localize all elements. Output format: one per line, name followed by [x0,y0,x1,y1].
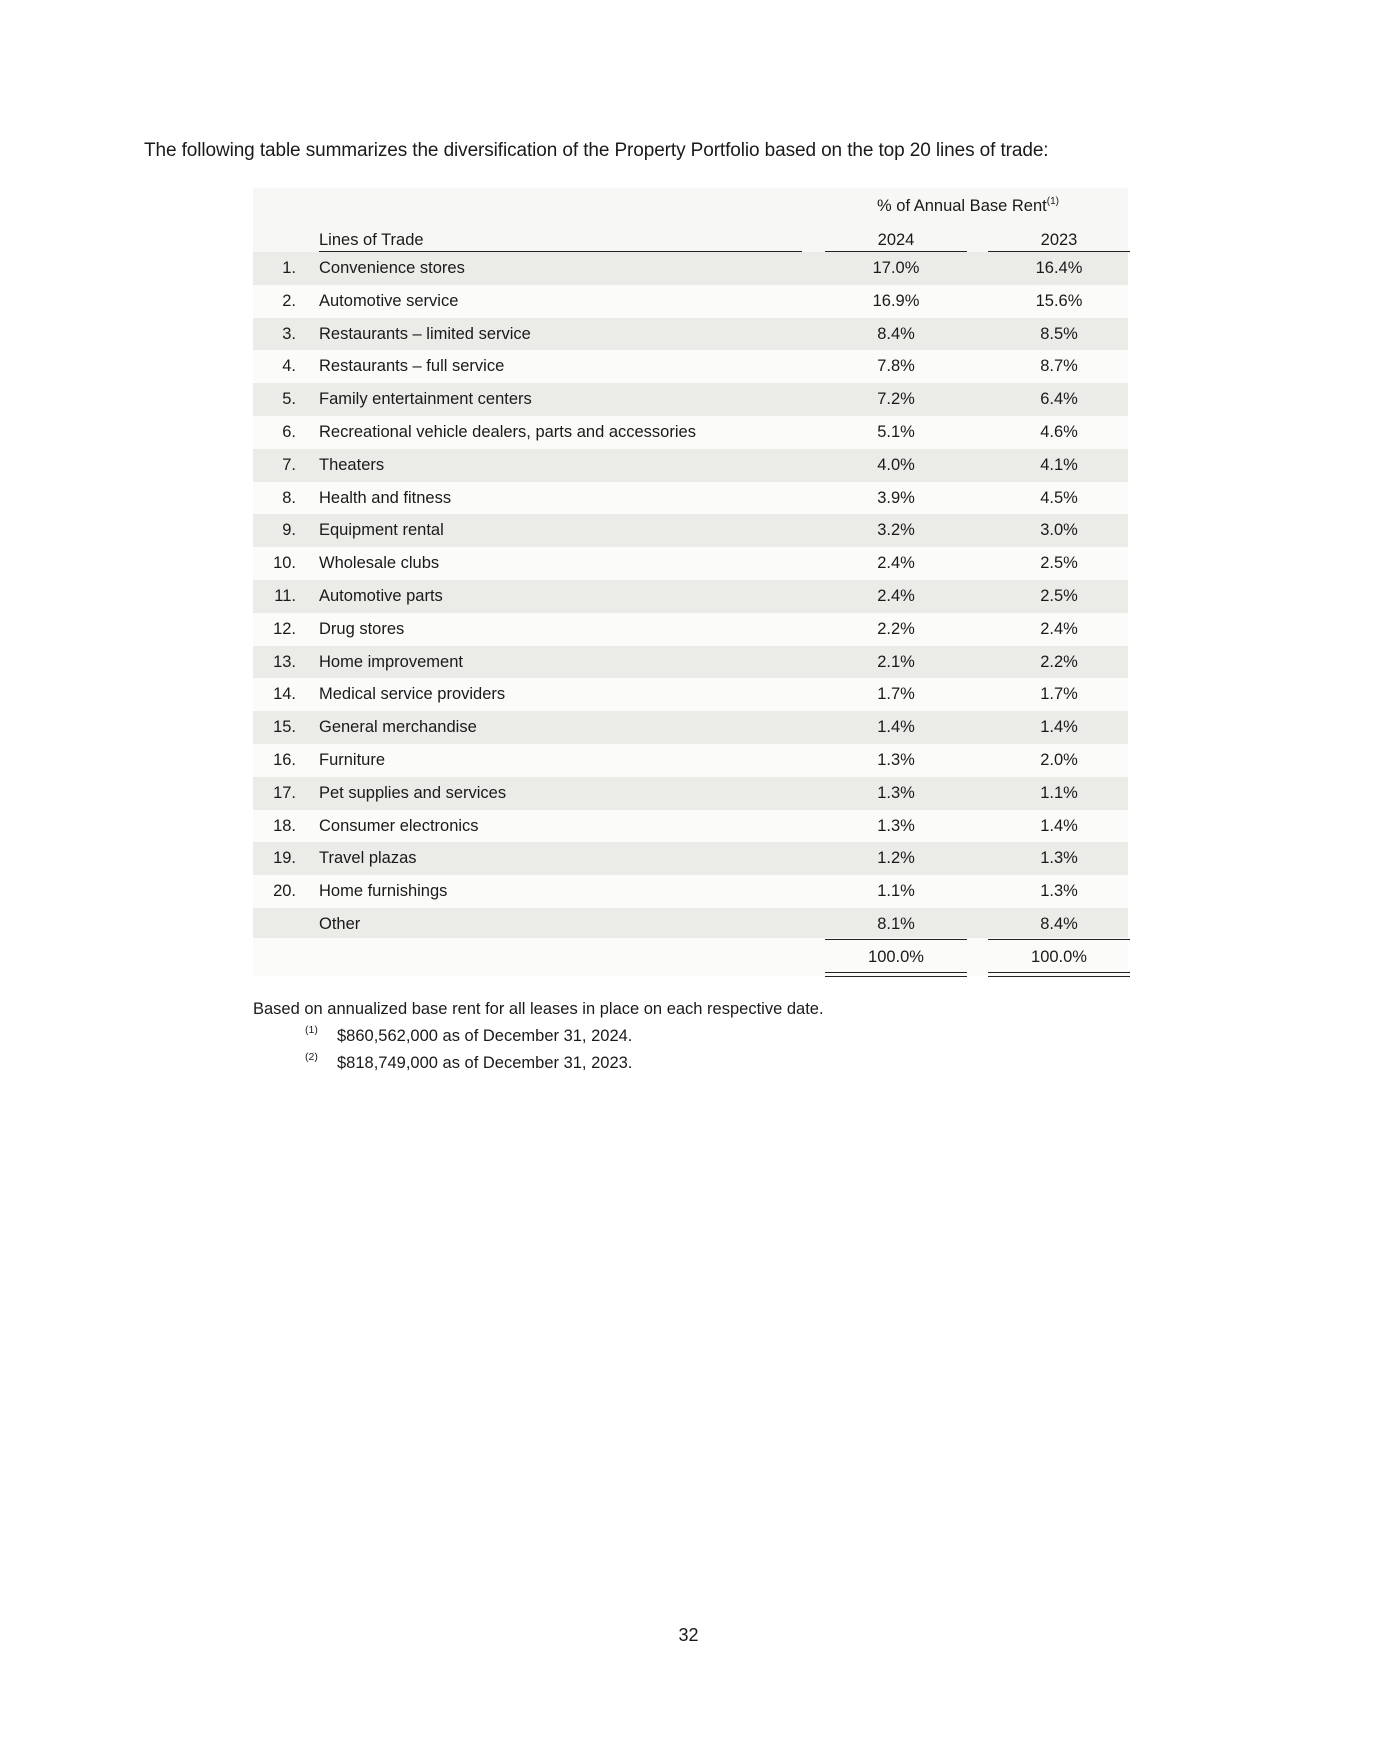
double-underline-2024 [825,972,967,977]
column-header-2023: 2023 [1040,231,1078,249]
row-number: 18. [273,816,296,835]
value-2024: 1.2% [877,849,915,868]
table-row [253,318,1128,351]
table-row [253,777,1128,810]
table-row [253,449,1128,482]
total-2023: 100.0% [1031,947,1087,966]
table-row [253,613,1128,646]
value-2023: 4.1% [1040,455,1078,474]
value-2024: 4.0% [877,455,915,474]
row-number: 12. [273,619,296,638]
footnote-intro: Based on annualized base rent for all leases in place on each respective date. [253,1000,824,1018]
row-number: 13. [273,652,296,671]
table-row [253,711,1128,744]
value-2024: 16.9% [872,291,920,310]
column-header-2024: 2024 [877,231,915,249]
value-2023: 1.3% [1040,849,1078,868]
line-of-trade: Other [319,914,361,933]
table-row [253,350,1128,383]
value-2023: 1.4% [1040,816,1078,835]
value-2023: 2.5% [1040,586,1078,605]
table-row [253,810,1128,843]
row-number: 16. [273,750,296,769]
table-row [253,285,1128,318]
table-row [253,875,1128,908]
table-row [253,252,1128,285]
line-of-trade: General merchandise [319,718,477,737]
value-2024: 2.1% [877,652,915,671]
line-of-trade: Equipment rental [319,521,444,540]
value-2024: 1.3% [877,816,915,835]
total-rule-2023 [988,939,1130,940]
row-number: 7. [282,455,296,474]
row-number: 2. [282,291,296,310]
row-number: 8. [282,488,296,507]
footnote-2-mark: (2) [305,1051,318,1063]
value-2024: 2.4% [877,554,915,573]
value-2024: 1.4% [877,718,915,737]
value-2024: 2.2% [877,619,915,638]
annual-base-rent-header [825,196,1111,216]
line-of-trade: Pet supplies and services [319,783,507,802]
row-number: 6. [282,422,296,441]
value-2024: 8.1% [877,914,915,933]
value-2023: 1.4% [1040,718,1078,737]
total-row [253,938,1128,976]
footnote-1 [253,1024,824,1054]
row-number: 1. [282,259,296,277]
line-of-trade: Furniture [319,750,386,769]
value-2024: 8.4% [877,324,915,343]
total-rule-2024 [825,939,967,940]
value-2023: 2.4% [1040,619,1078,638]
table-row [253,744,1128,777]
table-row [253,646,1128,679]
value-2023: 8.5% [1040,324,1078,343]
value-2024: 1.3% [877,783,915,802]
table-header [253,188,1128,252]
intro-text: The following table summarizes the diversification of the Property Portfolio based on the top 20 lines of trade: [144,140,1049,161]
super-header-label: % of Annual Base Rent [877,197,1047,215]
value-2024: 7.8% [877,357,915,376]
value-2023: 1.1% [1040,783,1078,802]
line-of-trade: Recreational vehicle dealers, parts and accessories [319,422,696,441]
table-row [253,678,1128,711]
table-row [253,908,1128,938]
line-of-trade: Wholesale clubs [319,554,440,573]
value-2023: 1.7% [1040,685,1078,704]
column-header-lines-of-trade: Lines of Trade [319,231,424,249]
value-2024: 3.9% [877,488,915,507]
table-row [253,547,1128,580]
value-2024: 2.4% [877,586,915,605]
table-row [253,514,1128,547]
line-of-trade: Home improvement [319,652,463,671]
value-2024: 3.2% [877,521,915,540]
row-number: 19. [273,849,296,868]
table-body [253,252,1128,938]
line-of-trade: Automotive parts [319,586,443,605]
row-number: 20. [273,882,296,901]
value-2023: 3.0% [1040,521,1078,540]
row-number: 14. [273,685,296,704]
table-row [253,416,1128,449]
row-number: 17. [273,783,296,802]
value-2023: 4.6% [1040,422,1078,441]
line-of-trade: Convenience stores [319,259,465,277]
line-of-trade: Restaurants – full service [319,357,505,376]
row-number: 15. [273,718,296,737]
footnote-1-text: $860,562,000 as of December 31, 2024. [337,1027,633,1045]
value-2024: 7.2% [877,390,915,409]
value-2023: 2.5% [1040,554,1078,573]
line-of-trade: Family entertainment centers [319,390,532,409]
footnote-2-text: $818,749,000 as of December 31, 2023. [337,1054,633,1072]
page-number: 32 [678,1625,699,1645]
line-of-trade: Drug stores [319,619,405,638]
value-2023: 1.3% [1040,882,1078,901]
value-2023: 15.6% [1035,291,1083,310]
lines-of-trade-table [253,188,1128,976]
row-number: 9. [282,521,296,540]
table-row [253,482,1128,515]
super-header-footnote-mark: (1) [1046,196,1059,207]
value-2024: 5.1% [877,422,915,441]
value-2024: 1.3% [877,750,915,769]
line-of-trade: Automotive service [319,291,459,310]
row-number: 11. [274,586,296,605]
value-2023: 2.2% [1040,652,1078,671]
value-2024: 1.7% [877,685,915,704]
line-of-trade: Theaters [319,455,385,474]
footnote-1-mark: (1) [305,1024,318,1036]
value-2024: 1.1% [877,882,915,901]
value-2023: 4.5% [1040,488,1078,507]
value-2023: 2.0% [1040,750,1078,769]
row-number: 10. [273,554,296,573]
footnote-2 [253,1051,824,1081]
line-of-trade: Consumer electronics [319,816,479,835]
value-2023: 16.4% [1035,259,1083,277]
value-2023: 8.4% [1040,914,1078,933]
line-of-trade: Health and fitness [319,488,452,507]
value-2023: 8.7% [1040,357,1078,376]
footnotes [253,1000,824,1081]
table-row [253,383,1128,416]
row-number: 3. [282,324,296,343]
row-number: 4. [282,357,296,376]
table-row [253,580,1128,613]
value-2023: 6.4% [1040,390,1078,409]
table-row [253,842,1128,875]
row-number: 5. [282,390,296,409]
line-of-trade: Home furnishings [319,882,448,901]
total-2024: 100.0% [868,947,924,966]
double-underline-2023 [988,972,1130,977]
line-of-trade: Restaurants – limited service [319,324,531,343]
value-2024: 17.0% [872,259,920,277]
line-of-trade: Medical service providers [319,685,506,704]
line-of-trade: Travel plazas [319,849,417,868]
